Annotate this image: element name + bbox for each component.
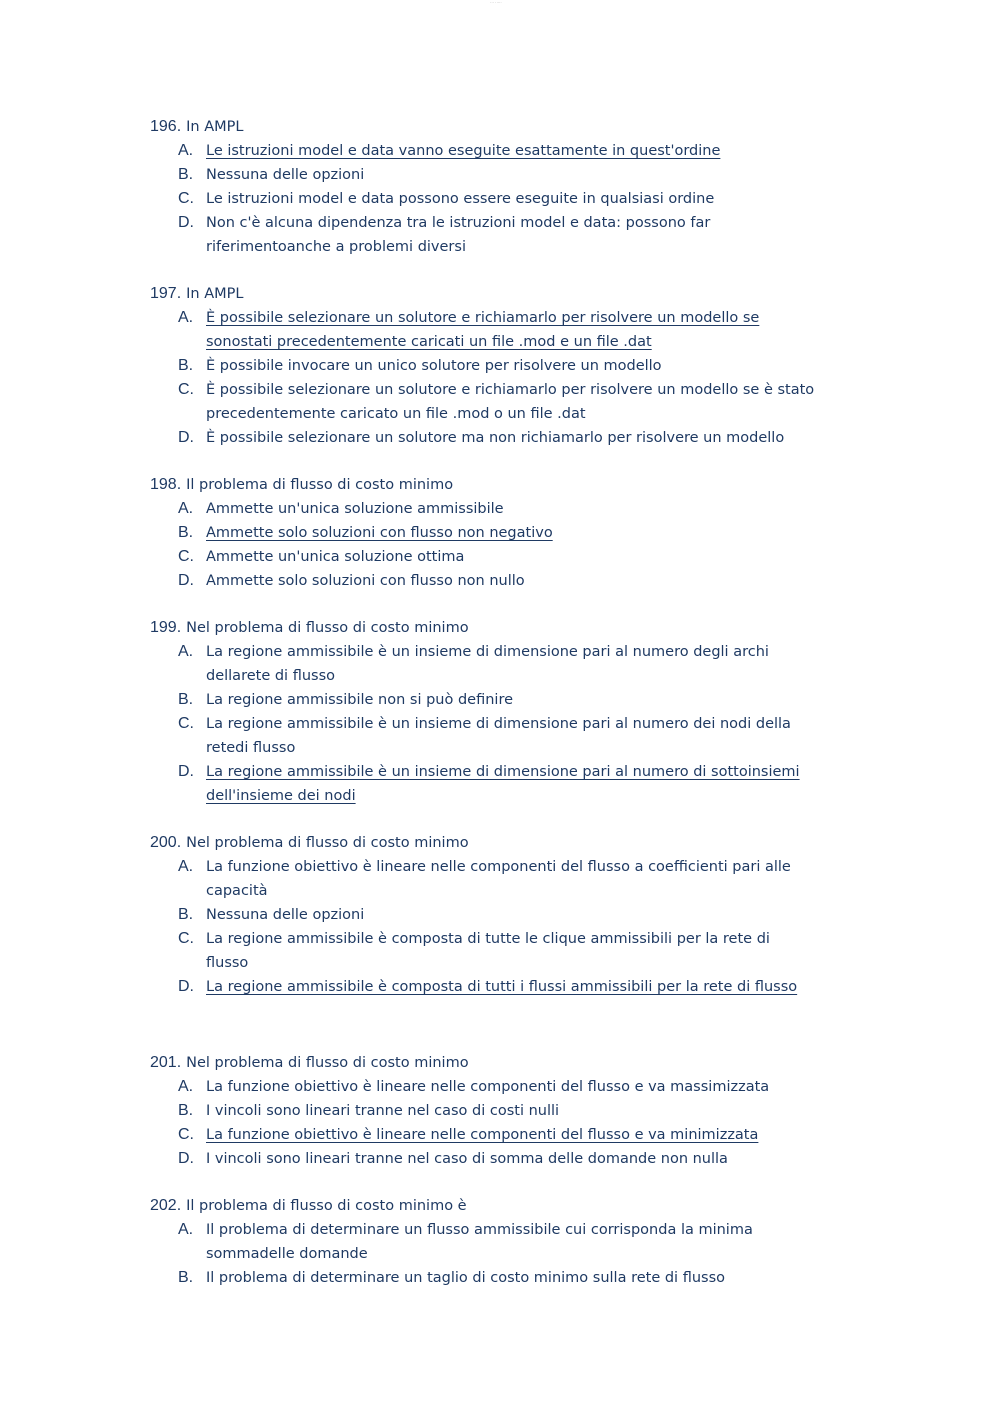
- option-list: [150, 139, 830, 259]
- option-text: Non c'è alcuna dipendenza tra le istruzioni model e data: possono far riferimentoanche a problemi diversi: [206, 215, 711, 255]
- option-text: Nessuna delle opzioni: [206, 167, 365, 183]
- option-list: [150, 1218, 830, 1290]
- option-text: Nessuna delle opzioni: [206, 907, 365, 923]
- option-text: Il problema di determinare un taglio di costo minimo sulla rete di flusso: [206, 1270, 725, 1286]
- option-text: La regione ammissibile non si può definire: [206, 692, 514, 708]
- option-letter: A.: [178, 142, 194, 159]
- option-c: [178, 545, 830, 569]
- option-text-correct: La regione ammissibile è composta di tutti i flussi ammissibili per la rete di flusso: [206, 979, 798, 995]
- question-header: [150, 1051, 830, 1075]
- option-text: La regione ammissibile è un insieme di dimensione pari al numero degli archi dellarete di flusso: [206, 644, 769, 684]
- option-list: [150, 855, 830, 999]
- option-text: I vincoli sono lineari tranne nel caso di somma delle domande non nulla: [206, 1151, 728, 1167]
- option-d: [178, 426, 830, 450]
- option-letter: B.: [178, 1269, 194, 1286]
- option-b: [178, 903, 830, 927]
- question-text: Nel problema di flusso di costo minimo: [186, 835, 469, 851]
- option-b: [178, 354, 830, 378]
- option-list: [150, 640, 830, 808]
- question-header: [150, 831, 830, 855]
- option-letter: B.: [178, 357, 194, 374]
- question-text: Nel problema di flusso di costo minimo: [186, 620, 469, 636]
- option-letter: B.: [178, 1102, 194, 1119]
- option-d: [178, 1147, 830, 1171]
- question-201: [150, 1051, 830, 1171]
- option-text-correct: È possibile selezionare un solutore e richiamarlo per risolvere un modello se sonostati precedentemente caricati un file .mod e un file .dat: [206, 310, 760, 350]
- question-text: In AMPL: [186, 119, 244, 135]
- option-letter: D.: [178, 763, 194, 780]
- option-letter: C.: [178, 548, 194, 565]
- option-text: La regione ammissibile è composta di tutte le clique ammissibili per la rete di flusso: [206, 931, 770, 971]
- option-text: Ammette un'unica soluzione ammissibile: [206, 501, 504, 517]
- option-b: [178, 163, 830, 187]
- option-letter: C.: [178, 715, 194, 732]
- option-letter: C.: [178, 930, 194, 947]
- option-text: Ammette un'unica soluzione ottima: [206, 549, 465, 565]
- question-199: [150, 616, 830, 808]
- question-header: [150, 282, 830, 306]
- question-202: [150, 1194, 830, 1290]
- option-a: [178, 306, 830, 354]
- option-letter: D.: [178, 978, 194, 995]
- option-letter: D.: [178, 1150, 194, 1167]
- question-list: [150, 115, 830, 1313]
- option-text: La funzione obiettivo è lineare nelle componenti del flusso a coefficienti pari alle capacità: [206, 859, 791, 899]
- question-197: [150, 282, 830, 450]
- option-letter: B.: [178, 524, 194, 541]
- option-text-correct: La regione ammissibile è un insieme di dimensione pari al numero di sottoinsiemi dell'insieme dei nodi: [206, 764, 800, 804]
- option-a: [178, 1218, 830, 1266]
- question-number: 199.: [150, 619, 182, 636]
- question-text: Nel problema di flusso di costo minimo: [186, 1055, 469, 1071]
- option-text: È possibile selezionare un solutore ma non richiamarlo per risolvere un modello: [206, 430, 785, 446]
- page-header-mark: ··· ·····: [490, 0, 502, 5]
- option-letter: B.: [178, 691, 194, 708]
- question-header: [150, 616, 830, 640]
- question-header: [150, 115, 830, 139]
- option-c: [178, 1123, 830, 1147]
- option-text: È possibile invocare un unico solutore per risolvere un modello: [206, 358, 662, 374]
- option-b: [178, 1266, 830, 1290]
- option-text: Le istruzioni model e data possono essere eseguite in qualsiasi ordine: [206, 191, 715, 207]
- option-letter: A.: [178, 1078, 194, 1095]
- option-c: [178, 712, 830, 760]
- question-text: In AMPL: [186, 286, 244, 302]
- question-200: [150, 831, 830, 999]
- option-letter: C.: [178, 190, 194, 207]
- option-b: [178, 1099, 830, 1123]
- option-d: [178, 211, 830, 259]
- option-text-correct: La funzione obiettivo è lineare nelle componenti del flusso e va minimizzata: [206, 1127, 759, 1143]
- option-a: [178, 855, 830, 903]
- option-text-correct: Ammette solo soluzioni con flusso non negativo: [206, 525, 553, 541]
- option-letter: B.: [178, 906, 194, 923]
- option-list: [150, 497, 830, 593]
- question-198: [150, 473, 830, 593]
- option-letter: D.: [178, 214, 194, 231]
- question-number: 202.: [150, 1197, 182, 1214]
- question-number: 198.: [150, 476, 182, 493]
- option-c: [178, 187, 830, 211]
- option-a: [178, 1075, 830, 1099]
- option-b: [178, 521, 830, 545]
- option-text: La regione ammissibile è un insieme di dimensione pari al numero dei nodi della retedi flusso: [206, 716, 791, 756]
- option-text: Il problema di determinare un flusso ammissibile cui corrisponda la minima sommadelle domande: [206, 1222, 753, 1262]
- option-d: [178, 569, 830, 593]
- question-number: 196.: [150, 118, 182, 135]
- option-letter: B.: [178, 166, 194, 183]
- question-text: Il problema di flusso di costo minimo: [186, 477, 454, 493]
- option-d: [178, 975, 830, 999]
- option-text-correct: Le istruzioni model e data vanno eseguite esattamente in quest'ordine: [206, 143, 721, 159]
- option-d: [178, 760, 830, 808]
- option-a: [178, 497, 830, 521]
- option-letter: A.: [178, 1221, 194, 1238]
- option-c: [178, 927, 830, 975]
- question-number: 200.: [150, 834, 182, 851]
- option-letter: D.: [178, 572, 194, 589]
- option-text: I vincoli sono lineari tranne nel caso di costi nulli: [206, 1103, 560, 1119]
- option-letter: C.: [178, 1126, 194, 1143]
- option-c: [178, 378, 830, 426]
- option-letter: D.: [178, 429, 194, 446]
- question-header: [150, 1194, 830, 1218]
- option-text: È possibile selezionare un solutore e richiamarlo per risolvere un modello se è stato precedentemente caricato un file .mod o un file .dat: [206, 382, 815, 422]
- question-text: Il problema di flusso di costo minimo è: [186, 1198, 467, 1214]
- question-header: [150, 473, 830, 497]
- option-b: [178, 688, 830, 712]
- option-list: [150, 306, 830, 450]
- question-196: [150, 115, 830, 259]
- option-a: [178, 640, 830, 688]
- option-a: [178, 139, 830, 163]
- option-text: La funzione obiettivo è lineare nelle componenti del flusso e va massimizzata: [206, 1079, 770, 1095]
- option-list: [150, 1075, 830, 1171]
- question-number: 201.: [150, 1054, 182, 1071]
- question-number: 197.: [150, 285, 182, 302]
- option-letter: A.: [178, 643, 194, 660]
- option-text: Ammette solo soluzioni con flusso non nullo: [206, 573, 525, 589]
- option-letter: A.: [178, 500, 194, 517]
- option-letter: A.: [178, 309, 194, 326]
- option-letter: A.: [178, 858, 194, 875]
- option-letter: C.: [178, 381, 194, 398]
